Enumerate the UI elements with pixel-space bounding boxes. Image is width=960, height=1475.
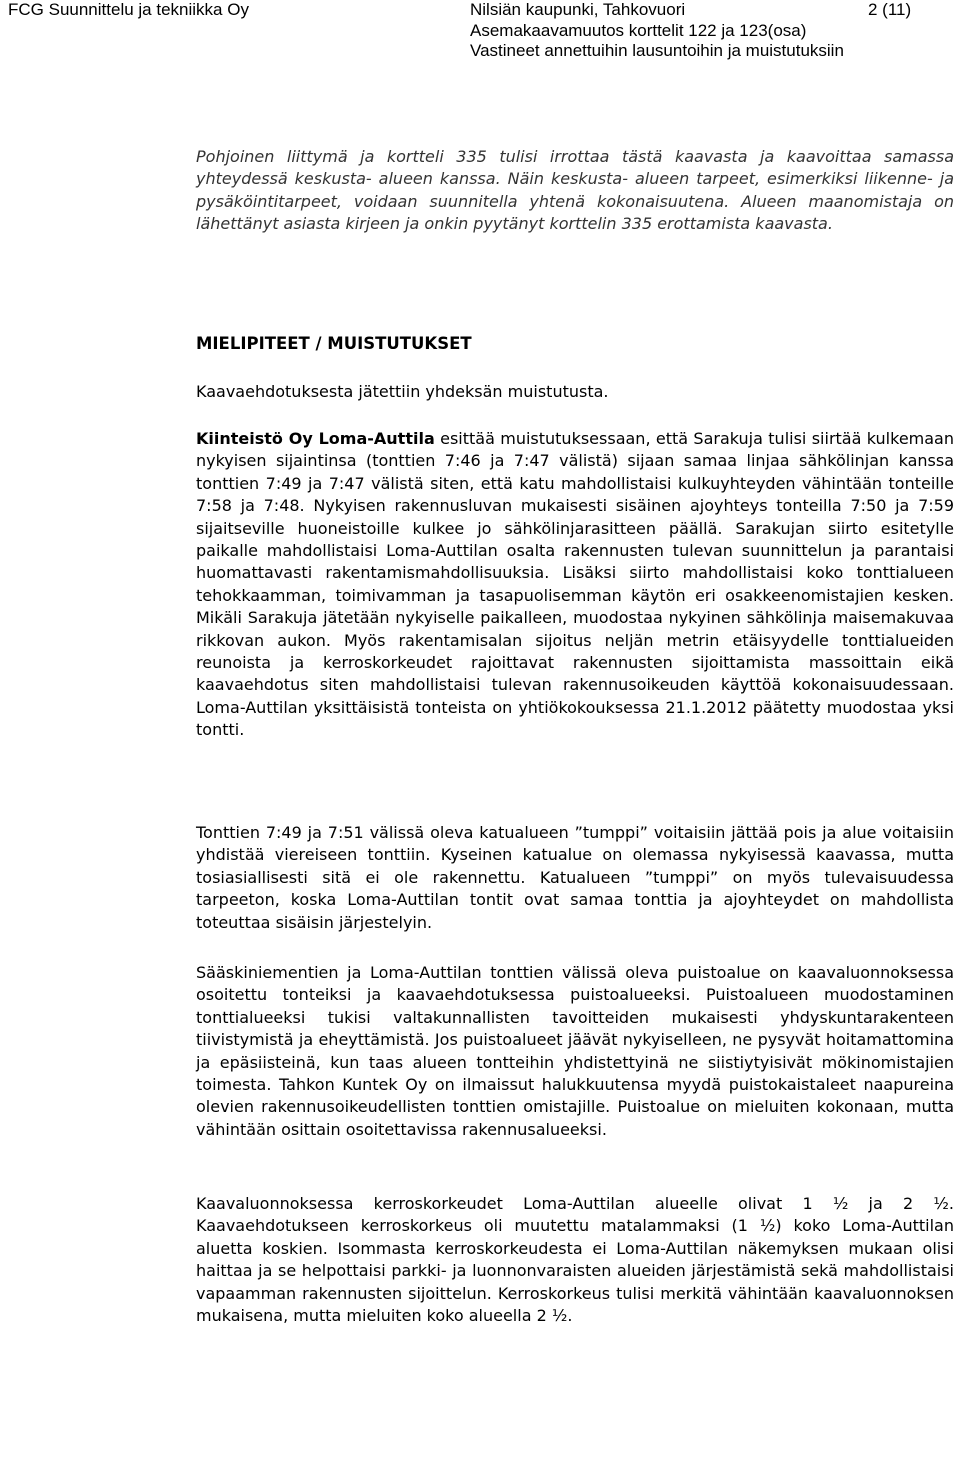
header-company: FCG Suunnittelu ja tekniikka Oy	[8, 0, 249, 19]
section-summary: Kaavaehdotuksesta jätettiin yhdeksän muistutusta.	[196, 382, 609, 401]
paragraph-2: Tonttien 7:49 ja 7:51 välissä oleva katualueen ”tumppi” voitaisiin jättää pois ja alue voitaisiin yhdistää viereiseen tonttiin. Kyseinen katualue on olemassa nykyisessä kaavassa, mutta tosiasiallisesti sitä ei ole rakennettu. Katualueen ”tumppi” on myös tulevaisuudessa tarpeeton, koska Loma-Auttilan tontit ovat samaa tonttia ja ajoyhteydet on mahdollista toteuttaa sisäisin järjestelyin.	[196, 823, 954, 932]
section-heading-block	[196, 333, 954, 355]
paragraph-3-block	[196, 962, 954, 1141]
paragraph-1	[196, 428, 954, 742]
header-line-municipality: Nilsiän kaupunki, Tahkovuori	[470, 0, 686, 19]
header-title-block	[470, 0, 844, 62]
paragraph-1-text: esittää muistutuksessaan, että Sarakuja tulisi siirtää kulkemaan nykyisen sijaintinsa (tonttien 7:46 ja 7:47 välistä) sijaan samaa linjaa sähkölinjan kanssa tonttien 7:49 ja 7:47 välistä siten, että katu mahdollistaisi kulkuyhteyden vähintään tonteille 7:58 ja 7:48. Nykyisen rakennusluvan mukaisesti sisäinen ajoyhteys tonteilla 7:50 ja 7:59 sijaitseville huoneistoille kulkee jo sähkölinjarasitteen päällä. Sarakujan siirto esitetylle paikalle mahdollistaisi Loma-Auttilan osalta rakennusten tulevan suunnittelun ja parantaisi huomattavasti rakentamismahdollisuuksia. Lisäksi siirto mahdollistaisi koko tonttialueen tehokkaamman, toimivamman ja tasapuolisemman käytön eri osakkeenomistajien kesken. Mikäli Sarakuja jätetään nykyiselle paikalleen, muodostaa nykyinen sähkölinja maisemakuvaa rikkovan aukon. Myös rakentamisalan sijoitus neljän metrin etäisyydelle tonttialueiden reunoista ja kerroskorkeudet rajoittavat rakennusten sijoittamista massoittain eikä kaavaehdotus siten mahdollistaisi tulevan rakennusoikeuden käyttöä kokonaisuudessaan. Loma-Auttilan yksittäisistä tonteista on yhtiökokouksessa 21.1.2012 päätetty muodostaa yksi tontti.	[196, 429, 954, 740]
paragraph-2-block	[196, 822, 954, 934]
paragraph-4-block	[196, 1193, 954, 1327]
paragraph-1-block	[196, 428, 954, 742]
paragraph-3: Sääskiniementien ja Loma-Auttilan tonttien välissä oleva puistoalue on kaavaluonnoksessa osoitettu tonteiksi ja kaavaehdotuksessa puistoalueeksi. Puistoalueen muodostaminen tonttialueeksi tukisi valtakunnallisten tavoitteiden mukaisesti yhdyskuntarakenteen tiivistymistä ja eheyttämistä. Jos puistoalueet jäävät nykyiselleen, ne pysyvät hoitamattomina ja epäsiisteinä, kun taas alueen tontteihin yhdistettyinä ne siistiytyisivät mökinomistajien toimesta. Tahkon Kuntek Oy on ilmaissut halukkuutensa myydä puistokaistaleet naapureina olevien rakennusoikeudellisten tonttien omistajille. Puistoalue on mieluiten kokonaan, mutta vähintään osittain osoitettavissa rakennusalueeksi.	[196, 963, 954, 1139]
intro-paragraph: Pohjoinen liittymä ja kortteli 335 tulisi irrottaa tästä kaavasta ja kaavoittaa samassa yhteydessä keskusta- alueen kanssa. Näin keskusta- alueen tarpeet, esimerkiksi liikenne- ja pysäköintitarpeet, voidaan suunnitella yhtenä kokonaisuutena. Alueen maanomistaja on lähettänyt asiasta kirjeen ja onkin pyytänyt korttelin 335 erottamista kaavasta.	[196, 147, 954, 234]
header-page-number: 2 (11)	[868, 0, 912, 19]
intro-block	[196, 146, 954, 236]
section-summary-block	[196, 381, 954, 403]
paragraph-4: Kaavaluonnoksessa kerroskorkeudet Loma-Auttilan alueelle olivat 1 ½ ja 2 ½. Kaavaehdotukseen kerroskorkeus oli muutettu matalammaksi (1 ½) koko Loma-Auttilan aluetta koskien. Isommasta kerroskorkeudesta ei Loma-Auttilan näkemyksen mukaan olisi haittaa ja se helpottaisi parkki- ja luonnonvaraisten alueiden järjestämistä sekä mahdollistaisi vapaamman rakennusten sijoittelun. Kerroskorkeus tulisi merkitä vähintään kaavaluonnoksen mukaisena, mutta mieluiten koko alueella 2 ½.	[196, 1194, 954, 1326]
header-line-plan: Asemakaavamuutos korttelit 122 ja 123(osa)	[470, 20, 807, 40]
section-title: MIELIPITEET / MUISTUTUKSET	[196, 334, 472, 353]
header-line-subject: Vastineet annettuihin lausuntoihin ja muistutuksiin	[470, 41, 844, 60]
paragraph-1-lead: Kiinteistö Oy Loma-Auttila	[196, 429, 435, 448]
